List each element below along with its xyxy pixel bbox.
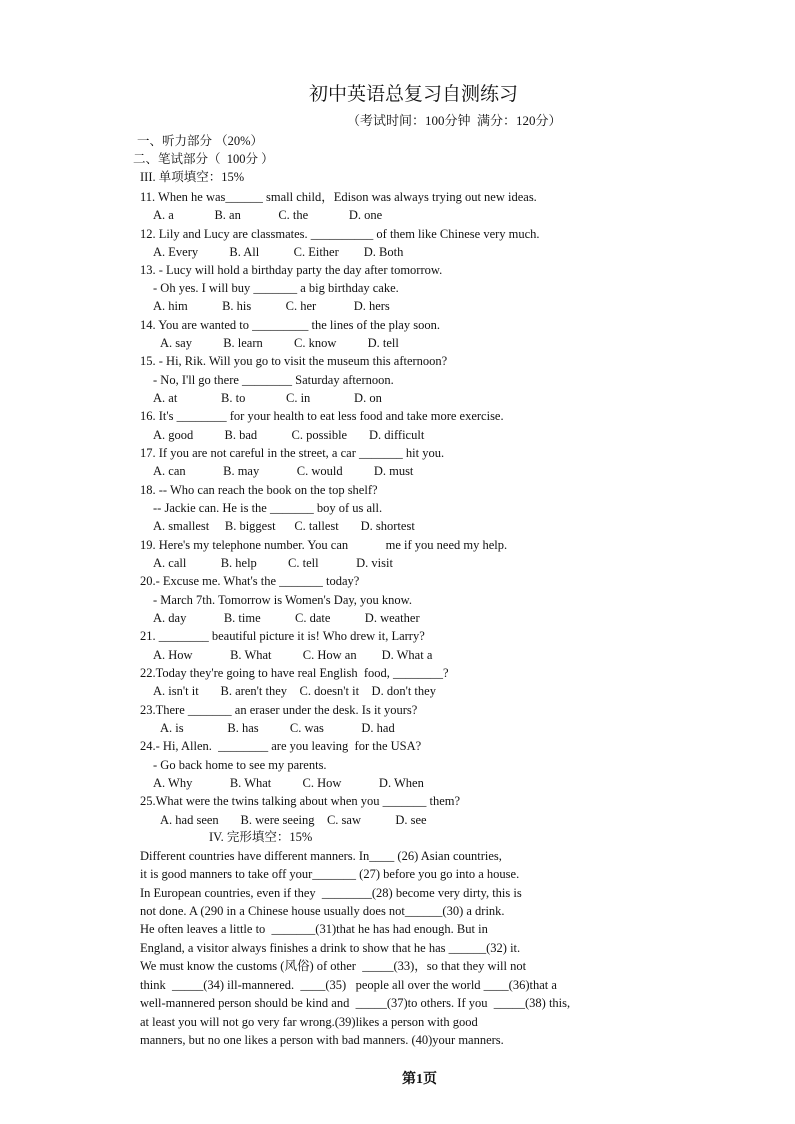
text-line-q15-b: - No, I'll go there ________ Saturday afternoon. bbox=[153, 373, 394, 387]
text-line-q23-opt: A. is B. has C. was D. had bbox=[160, 721, 395, 735]
text-line-q17: 17. If you are not careful in the street, a car _______ hit you. bbox=[140, 446, 445, 460]
text-line-q12-opt: A. Every B. All C. Either D. Both bbox=[153, 245, 404, 259]
text-line-q20-opt: A. day B. time C. date D. weather bbox=[153, 611, 420, 625]
text-line-q18: 18. -- Who can reach the book on the top shelf? bbox=[140, 483, 378, 497]
text-line-q23: 23.There _______ an eraser under the desk. Is it yours? bbox=[140, 703, 418, 717]
text-line-p2: it is good manners to take off your_______ (27) before you go into a house. bbox=[140, 867, 520, 881]
text-line-p6: England, a visitor always finishes a drink to show that he has ______(32) it. bbox=[140, 941, 521, 955]
text-line-q16-opt: A. good B. bad C. possible D. difficult bbox=[153, 428, 425, 442]
text-line-q24-opt: A. Why B. What C. How D. When bbox=[153, 776, 424, 790]
text-line-q12: 12. Lily and Lucy are classmates. __________ of them like Chinese very much. bbox=[140, 227, 540, 241]
text-line-q21: 21. ________ beautiful picture it is! Who drew it, Larry? bbox=[140, 629, 425, 643]
text-line-p4: not done. A (290 in a Chinese house usually does not______(30) a drink. bbox=[140, 904, 505, 918]
text-line-q17-opt: A. can B. may C. would D. must bbox=[153, 464, 414, 478]
text-line-q15: 15. - Hi, Rik. Will you go to visit the museum this afternoon? bbox=[140, 354, 448, 368]
text-line-q18-b: -- Jackie can. He is the _______ boy of us all. bbox=[153, 501, 383, 515]
text-line-q24-b: - Go back home to see my parents. bbox=[153, 758, 327, 772]
page-title: 初中英语总复习自测练习 bbox=[309, 84, 519, 105]
text-line-p11: manners, but no one likes a person with bad manners. (40)your manners. bbox=[140, 1033, 504, 1047]
text-line-part-3: III. 单项填空：15% bbox=[140, 170, 245, 184]
text-line-q14: 14. You are wanted to _________ the lines of the play soon. bbox=[140, 318, 440, 332]
text-line-part-4: IV. 完形填空：15% bbox=[209, 830, 313, 844]
text-line-p7: We must know the customs (风俗) of other _____(33)，so that they will not bbox=[140, 959, 527, 973]
text-line-q11: 11. When he was______ small child，Edison was always trying out new ideas. bbox=[140, 190, 537, 204]
text-line-q14-opt: A. say B. learn C. know D. tell bbox=[160, 336, 399, 350]
text-line-sec-1: 一、听力部分 （20%） bbox=[137, 134, 264, 148]
text-line-q18-opt: A. smallest B. biggest C. tallest D. shortest bbox=[153, 519, 415, 533]
text-line-q21-opt: A. How B. What C. How an D. What a bbox=[153, 648, 433, 662]
text-line-p5: He often leaves a little to _______(31)that he has had enough. But in bbox=[140, 922, 488, 936]
text-line-sec-2: 二、笔试部分（ 100分 ） bbox=[133, 152, 274, 166]
text-line-q15-opt: A. at B. to C. in D. on bbox=[153, 391, 382, 405]
text-line-p9: well-mannered person should be kind and _____(37)to others. If you _____(38) this, bbox=[140, 996, 571, 1010]
text-line-q16: 16. It's ________ for your health to eat less food and take more exercise. bbox=[140, 409, 504, 423]
text-line-p1: Different countries have different manners. In____ (26) Asian countries, bbox=[140, 849, 502, 863]
text-line-q13-b: - Oh yes. I will buy _______ a big birthday cake. bbox=[153, 281, 399, 295]
text-line-q13-opt: A. him B. his C. her D. hers bbox=[153, 299, 390, 313]
text-line-q25: 25.What were the twins talking about when you _______ them? bbox=[140, 794, 461, 808]
page-footer: 第1页 bbox=[402, 1072, 437, 1087]
text-line-q20: 20.- Excuse me. What's the _______ today? bbox=[140, 574, 360, 588]
text-line-q20-b: - March 7th. Tomorrow is Women's Day, you know. bbox=[153, 593, 413, 607]
text-line-q19: 19. Here's my telephone number. You can me if you need my help. bbox=[140, 538, 508, 552]
text-line-q11-opt: A. a B. an C. the D. one bbox=[153, 208, 383, 222]
text-line-p10: at least you will not go very far wrong.(39)likes a person with good bbox=[140, 1015, 478, 1029]
text-line-q22: 22.Today they're going to have real English food, ________? bbox=[140, 666, 449, 680]
text-line-q13: 13. - Lucy will hold a birthday party the day after tomorrow. bbox=[140, 263, 443, 277]
text-line-q19-opt: A. call B. help C. tell D. visit bbox=[153, 556, 393, 570]
text-line-q24: 24.- Hi, Allen. ________ are you leaving for the USA? bbox=[140, 739, 422, 753]
text-line-p3: In European countries, even if they ________(28) become very dirty, this is bbox=[140, 886, 522, 900]
text-line-q25-opt: A. had seen B. were seeing C. saw D. see bbox=[160, 813, 427, 827]
page-subtitle: （考试时间：100分钟 满分：120分） bbox=[347, 113, 562, 128]
text-line-p8: think _____(34) ill-mannered. ____(35) people all over the world ____(36)that a bbox=[140, 978, 557, 992]
text-line-q22-opt: A. isn't it B. aren't they C. doesn't it D. don't they bbox=[153, 684, 436, 698]
